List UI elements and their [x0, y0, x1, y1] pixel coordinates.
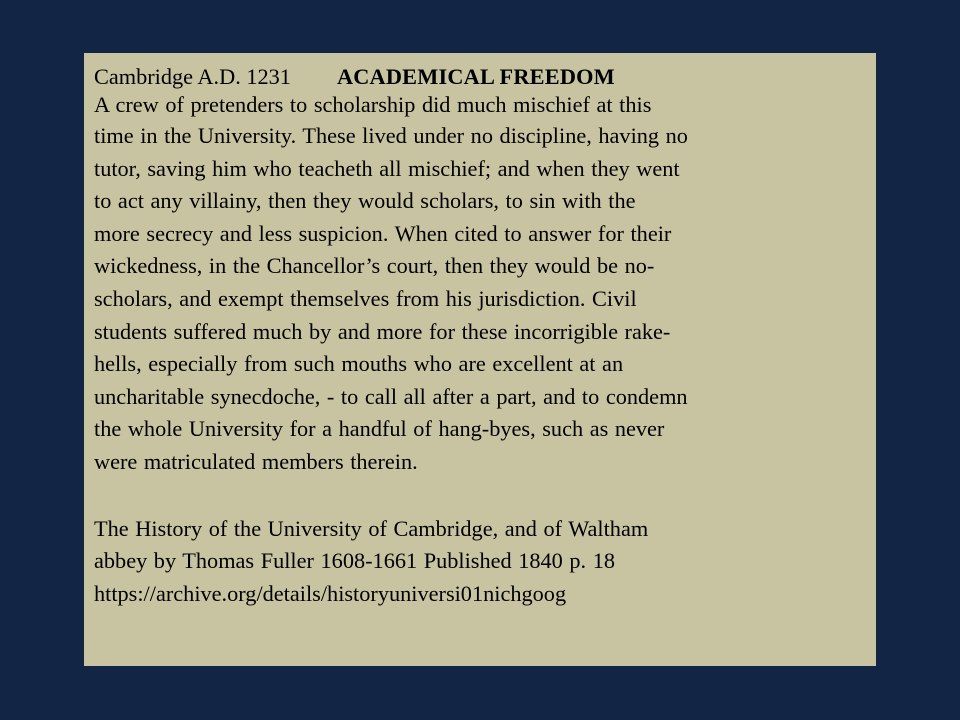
- citation: [94, 513, 866, 611]
- quote-title: ACADEMICAL FREEDOM: [336, 64, 615, 89]
- blank-line: [94, 479, 866, 513]
- quote-line: the whole University for a handful of hang-byes, such as never: [94, 416, 665, 442]
- quote-line: time in the University. These lived under no discipline, having no: [94, 123, 688, 148]
- quote-line: students suffered much by and more for these incorrigible rake-: [94, 318, 671, 344]
- quote-line: scholars, and exempt themselves from his jurisdiction. Civil: [94, 285, 637, 311]
- quote-body: [94, 90, 866, 479]
- quote-line: hells, especially from such mouths who are excellent at an: [94, 351, 624, 377]
- quote-line: wickedness, in the Chancellor’s court, then they would be no-: [94, 253, 655, 279]
- citation-url: https://archive.org/details/historyuniversi01nichgoog: [94, 580, 567, 606]
- citation-line: abbey by Thomas Fuller 1608-1661 Published 1840 p. 18: [94, 548, 616, 574]
- quote-line: A crew of pretenders to scholarship did much mischief at this: [94, 92, 652, 117]
- quote-line: to act any villainy, then they would scholars, to sin with the: [94, 188, 636, 214]
- quote-line: more secrecy and less suspicion. When cited to answer for their: [94, 220, 672, 246]
- place-date: Cambridge A.D. 1231: [94, 64, 291, 89]
- quote-line: tutor, saving him who teacheth all mischief; and when they went: [94, 155, 680, 181]
- quote-panel: [84, 53, 876, 666]
- citation-line: The History of the University of Cambridge, and of Waltham: [94, 515, 649, 541]
- quote-line: were matriculated members therein.: [94, 448, 418, 474]
- heading: [94, 63, 866, 90]
- quote-line: uncharitable synecdoche, - to call all after a part, and to condemn: [94, 383, 688, 409]
